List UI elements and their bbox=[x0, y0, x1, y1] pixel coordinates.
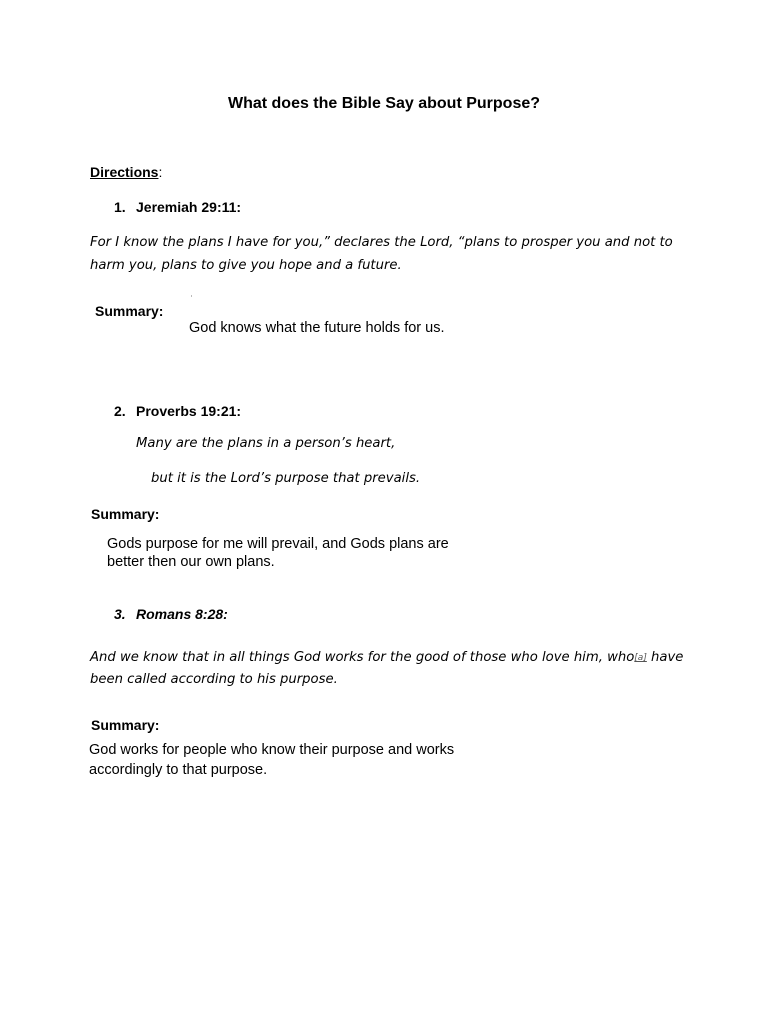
item-2-summary-line-1: Gods purpose for me will prevail, and Gods plans are bbox=[107, 536, 449, 552]
item-3-verse-line-1 bbox=[90, 650, 683, 665]
item-1-verse-line-2: harm you, plans to give you hope and a future. bbox=[90, 258, 402, 273]
item-1-summary-line-1: God knows what the future holds for us. bbox=[189, 320, 445, 336]
item-2-summary-label: Summary: bbox=[91, 506, 160, 522]
item-2-reference: Proverbs 19:21: bbox=[136, 403, 242, 419]
item-1-reference: Jeremiah 29:11: bbox=[136, 199, 242, 215]
item-3-verse-line-1-tail: have bbox=[646, 650, 684, 665]
item-3-reference: Romans 8:28: bbox=[136, 606, 228, 622]
item-3-summary-label: Summary: bbox=[91, 717, 160, 733]
stray-mark bbox=[191, 295, 192, 297]
item-2-verse-line-2: but it is the Lord’s purpose that prevails. bbox=[151, 471, 421, 486]
item-3-summary-line-1: God works for people who know their purpose and works bbox=[89, 742, 455, 758]
item-2-number: 2. bbox=[114, 403, 126, 419]
item-3-verse-line-2: been called according to his purpose. bbox=[90, 672, 338, 687]
directions-text: Directions bbox=[90, 164, 159, 180]
item-2-summary-line-2: better then our own plans. bbox=[107, 554, 275, 570]
item-3-footnote-link[interactable]: [a] bbox=[634, 653, 647, 663]
item-1-number: 1. bbox=[114, 199, 126, 215]
directions-label bbox=[90, 164, 162, 180]
item-1-verse-line-1: For I know the plans I have for you,” declares the Lord, “plans to prosper you and not to bbox=[90, 235, 673, 250]
item-1-summary-label: Summary: bbox=[95, 303, 164, 319]
item-3-number: 3. bbox=[114, 606, 126, 622]
directions-colon: : bbox=[158, 164, 163, 180]
page-title: What does the Bible Say about Purpose? bbox=[227, 95, 541, 112]
item-2-verse-line-1: Many are the plans in a person’s heart, bbox=[136, 436, 396, 451]
item-3-verse-line-1-text: And we know that in all things God works for the good of those who love him, who bbox=[90, 650, 635, 665]
item-3-summary-line-2: accordingly to that purpose. bbox=[89, 762, 268, 778]
